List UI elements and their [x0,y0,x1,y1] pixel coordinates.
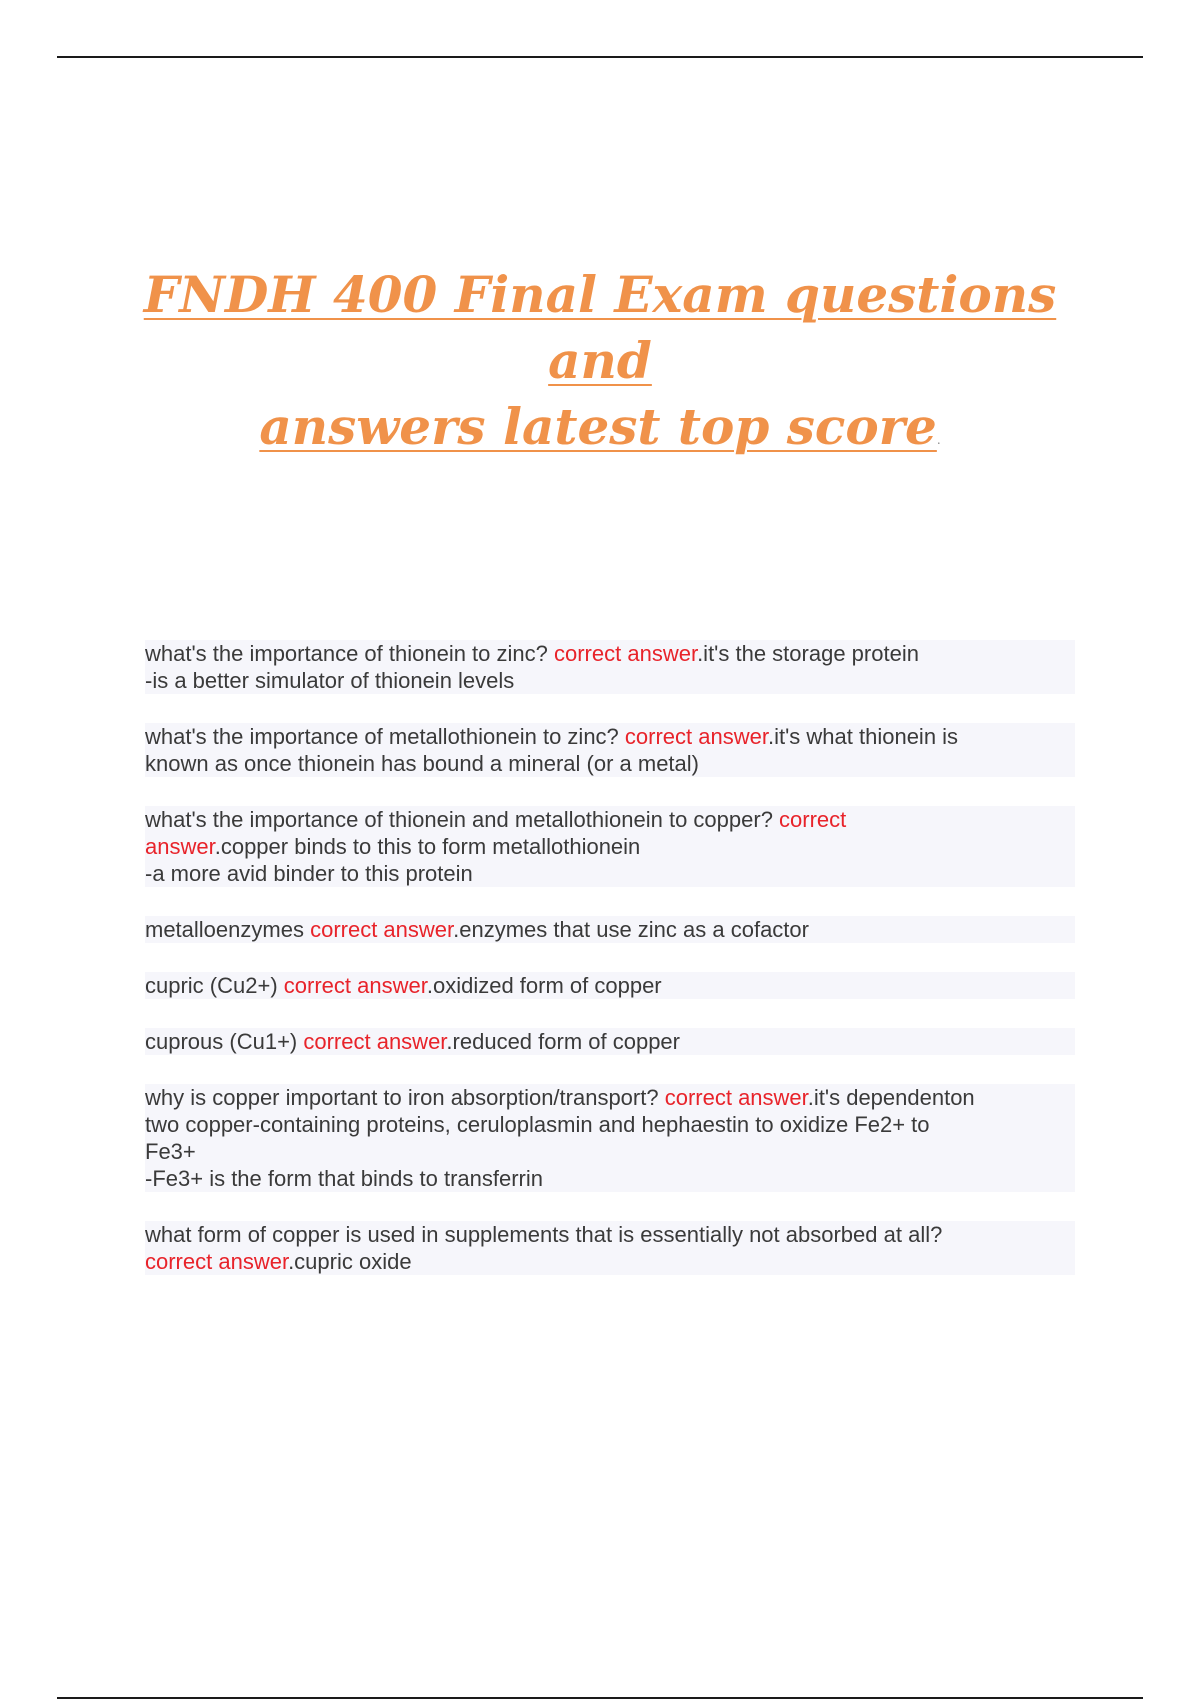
title-line-2: answers latest top score. [259,397,941,456]
answer-marker: correct answer [283,973,427,998]
answer-continuation: -Fe3+ is the form that binds to transferrin [145,1165,1075,1192]
answer-marker: correct answer [310,917,454,942]
qa-item [145,640,1075,694]
question-text: what form of copper is used in supplements that is essentially not absorbed at all? [145,1222,943,1247]
qa-item [145,1221,1075,1275]
answer-text: .cupric oxide [288,1249,412,1274]
answer-marker-part-2: answer [145,834,215,859]
title-line-1: FNDH 400 Final Exam questions and [143,265,1057,390]
answer-text: .copper binds to this to form metallothionein [214,834,641,859]
question-text: what's the importance of thionein and metallothionein to copper? [145,807,780,832]
answer-continuation: known as once thionein has bound a mineral (or a metal) [145,750,1075,777]
document-title [100,262,1100,473]
header-rule [57,56,1143,58]
answer-marker: correct answer [624,724,768,749]
qa-item [145,723,1075,777]
qa-item [145,1028,1075,1055]
answer-continuation: -is a better simulator of thionein levels [145,667,1075,694]
answer-text: .it's the storage protein [697,641,919,666]
question-text: cupric (Cu2+) [145,973,284,998]
question-text: what's the importance of metallothionein to zinc? [145,724,625,749]
qa-item [145,806,1075,887]
answer-text: .it's what thionein is [767,724,959,749]
answer-marker: correct answer [664,1085,808,1110]
qa-item [145,972,1075,999]
answer-continuation: Fe3+ [145,1138,1075,1165]
qa-item [145,1084,1075,1192]
answer-continuation: two copper-containing proteins, ceruloplasmin and hephaestin to oxidize Fe2+ to [145,1111,1075,1138]
footer-rule [57,1697,1143,1699]
answer-marker: correct answer [554,641,698,666]
answer-marker: correct answer [303,1029,447,1054]
question-text: what's the importance of thionein to zinc? [145,641,554,666]
question-text: metalloenzymes [145,917,311,942]
answer-text: .it's dependenton [807,1085,975,1110]
answer-marker: correct answer [145,1249,289,1274]
answer-text: .reduced form of copper [446,1029,680,1054]
qa-item [145,916,1075,943]
answer-text: .oxidized form of copper [426,973,662,998]
question-text: cuprous (Cu1+) [145,1029,304,1054]
answer-continuation: -a more avid binder to this protein [145,860,1075,887]
qa-list [145,640,1075,1304]
answer-text: .enzymes that use zinc as a cofactor [453,917,809,942]
question-text: why is copper important to iron absorption/transport? [145,1085,665,1110]
answer-marker-part-1: correct [779,807,847,832]
